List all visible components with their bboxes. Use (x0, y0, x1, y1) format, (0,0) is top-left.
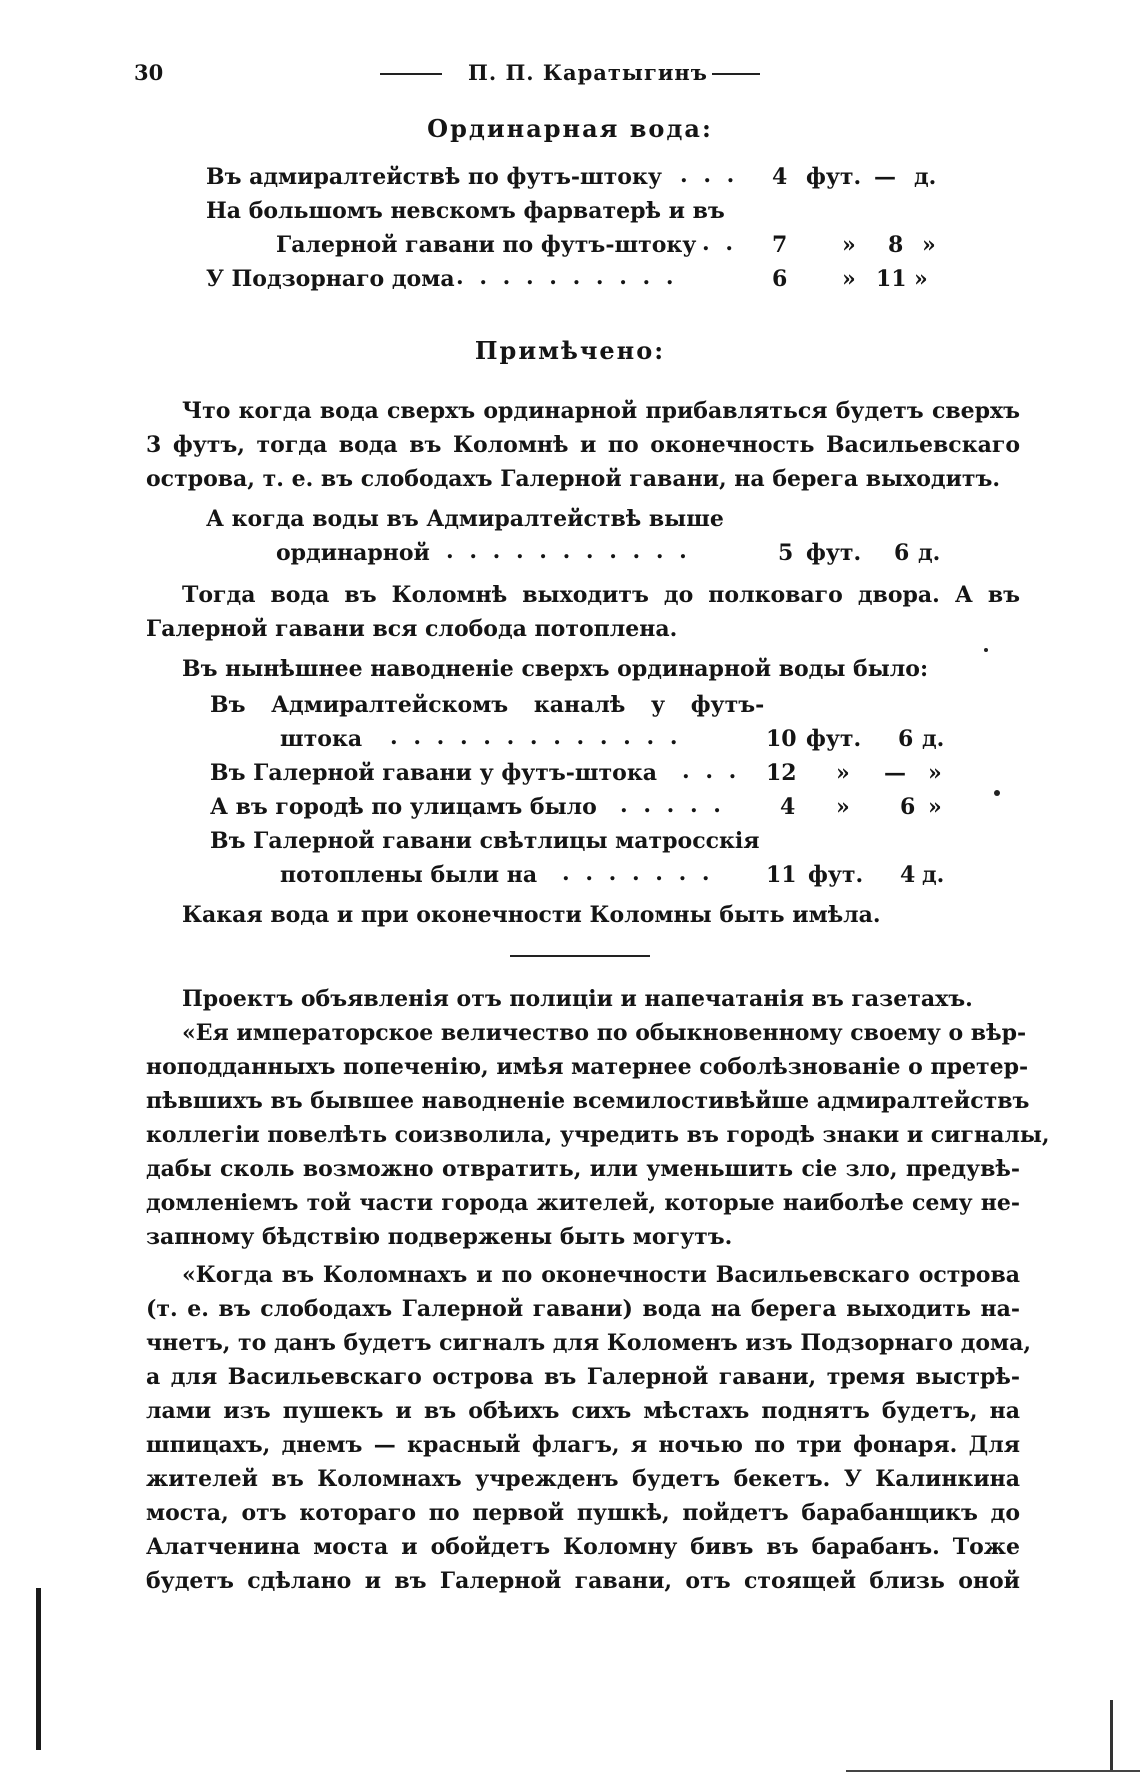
row-leader-dots: . . . . . . . . . . (456, 264, 678, 290)
row-value-2: — (884, 760, 906, 786)
paragraph-line: «Когда въ Коломнахъ и по оконечности Васильевскаго острова (182, 1262, 1020, 1288)
row-leader-dots: . . . (682, 758, 741, 784)
running-title: П. П. Каратыгинъ (468, 60, 708, 85)
paragraph-line: Въ нынѣшнее наводненіе сверхъ ординарной воды было: (182, 656, 929, 682)
running-head (0, 52, 1140, 86)
table-row (280, 726, 970, 758)
row-label: штока (280, 726, 363, 752)
row-value: 12 (766, 760, 797, 786)
paragraph-line: дабы сколь возможно отвратить, или уменьшить сіе зло, предувѣ- (146, 1156, 1020, 1182)
table-row (276, 540, 966, 572)
row-unit: » (842, 232, 856, 258)
paragraph-line: будетъ сдѣлано и въ Галерной гавани, отъ стоящей близь оной (146, 1568, 1020, 1594)
row-value: 4 (780, 794, 796, 820)
row-value: 7 (772, 232, 788, 258)
row-leader-dots: . . . . . . . . . . . (446, 538, 691, 564)
row-value-2: — (874, 164, 896, 190)
row-value-2: 8 (888, 232, 904, 258)
paragraph-line: лами изъ пушекъ и въ обѣихъ сихъ мѣстахъ поднятъ будетъ, на (146, 1398, 1020, 1424)
row-value: 6 (772, 266, 788, 292)
row-unit-2: » (928, 794, 942, 820)
row-unit-2: д. (922, 862, 945, 888)
row-label: Въ Адмиралтейскомъ каналѣ у футъ- (210, 692, 765, 718)
row-value: 11 (766, 862, 797, 888)
table-row (210, 828, 970, 860)
row-label: Въ Галерной гавани у футъ-штока (210, 760, 657, 786)
row-unit-2: д. (922, 726, 945, 752)
table-row (276, 232, 966, 264)
paragraph-line: шпицахъ, днемъ — красный флагъ, я ночью по три фонаря. Для (146, 1432, 1020, 1458)
row-label: У Подзорнаго дома (206, 266, 455, 292)
row-unit: » (836, 794, 850, 820)
row-value-2: 6 (894, 540, 910, 566)
row-label: Въ Галерной гавани свѣтлицы матросскія (210, 828, 760, 854)
row-label: Въ адмиралтействѣ по футъ-штоку (206, 164, 662, 190)
row-unit: » (842, 266, 856, 292)
paragraph-line: а для Васильевскаго острова въ Галерной гавани, тремя выстрѣ- (146, 1364, 1020, 1390)
row-label: потоплены были на (280, 862, 538, 888)
paragraph-line: «Ея императорское величество по обыкновенному своему о вѣр- (182, 1020, 1027, 1046)
row-value-2: 6 (898, 726, 914, 752)
row-leader-dots: . . . . . . . (562, 860, 714, 886)
row-label: А въ городѣ по улицамъ было (210, 794, 597, 820)
row-leader-dots: . . . (680, 162, 739, 188)
table-row (210, 794, 970, 826)
row-label: Галерной гавани по футъ-штоку (276, 232, 697, 258)
row-value: 4 (772, 164, 788, 190)
row-unit: фут. (806, 540, 862, 566)
paragraph-line: Алатченина моста и обойдетъ Коломну бивъ въ барабанъ. Тоже (146, 1534, 1020, 1560)
row-unit-2: » (922, 232, 936, 258)
paragraph-line: Что когда вода сверхъ ординарной прибавляться будетъ сверхъ (182, 398, 1020, 424)
paragraph-line: Галерной гавани вся слобода потоплена. (146, 616, 678, 642)
paragraph-line: пѣвшихъ въ бывшее наводненіе всемилостивѣйше адмиралтействъ (146, 1088, 1030, 1114)
header-dash-right (712, 73, 760, 75)
table-row (206, 164, 966, 196)
row-unit-2: д. (918, 540, 941, 566)
paragraph-line: острова, т. е. въ слободахъ Галерной гавани, на берега выходитъ. (146, 466, 1001, 492)
row-unit-2: д. (914, 164, 937, 190)
paragraph-line: А когда воды въ Адмиралтействѣ выше (206, 506, 724, 532)
paragraph-line: 3 футъ, тогда вода въ Коломнѣ и по оконечность Васильевскаго (146, 432, 1020, 458)
table-row (210, 692, 970, 724)
row-label: ординарной (276, 540, 430, 566)
row-value-2: 11 (876, 266, 907, 292)
paragraph-line: Тогда вода въ Коломнѣ выходитъ до полковаго двора. А въ (182, 582, 1020, 608)
table-row (210, 760, 970, 792)
scan-margin-mark (36, 1588, 41, 1750)
table-row (280, 862, 970, 894)
noted-heading: Примѣчено: (474, 336, 666, 365)
scan-edge-line (846, 1770, 1140, 1772)
paragraph-line: моста, отъ котораго по первой пушкѣ, пойдетъ барабанщикъ до (146, 1500, 1020, 1526)
row-leader-dots: . . (702, 230, 737, 256)
section-title: Проектъ объявленія отъ полиціи и напечатанія въ газетахъ. (182, 986, 973, 1012)
paragraph-line: домленіемъ той части города жителей, которые наиболѣе сему не- (146, 1190, 1020, 1216)
scan-edge-mark (1110, 1700, 1113, 1770)
paragraph-line: запному бѣдствію подвержены быть могутъ. (146, 1224, 733, 1250)
ordinary-water-heading: Ординарная вода: (427, 114, 713, 143)
paragraph-line: чнетъ, то данъ будетъ сигналъ для Коломенъ изъ Подзорнаго дома, (146, 1330, 1032, 1356)
paragraph-line: Какая вода и при оконечности Коломны быть имѣла. (182, 902, 881, 928)
header-dash-left (380, 73, 442, 75)
row-unit-2: » (914, 266, 928, 292)
row-leader-dots: . . . . . . . . . . . . . (390, 724, 682, 750)
row-leader-dots: . . . . . (620, 792, 725, 818)
row-value: 5 (778, 540, 794, 566)
row-value: 10 (766, 726, 797, 752)
row-unit: фут. (806, 164, 862, 190)
paragraph-line: (т. е. въ слободахъ Галерной гавани) вода на берега выходить на- (146, 1296, 1020, 1322)
section-divider (510, 955, 650, 957)
paragraph-line: коллегіи повелѣть соизволила, учредить въ городѣ знаки и сигналы, (146, 1122, 1050, 1148)
row-unit: фут. (806, 726, 862, 752)
row-value-2: 6 (900, 794, 916, 820)
row-value-2: 4 (900, 862, 916, 888)
table-row (206, 266, 966, 298)
row-unit: » (836, 760, 850, 786)
row-unit: фут. (808, 862, 864, 888)
row-label: На большомъ невскомъ фарватерѣ и въ (206, 198, 725, 224)
table-row (206, 198, 966, 230)
scan-speck (994, 790, 1000, 796)
paragraph-line: жителей въ Коломнахъ учрежденъ будетъ бекетъ. У Калинкина (146, 1466, 1020, 1492)
paragraph-line: ноподданныхъ попеченію, имѣя матернее соболѣзнованіе о претер- (146, 1054, 1029, 1080)
scan-speck (984, 648, 988, 652)
page-number: 30 (134, 60, 164, 85)
row-unit-2: » (928, 760, 942, 786)
